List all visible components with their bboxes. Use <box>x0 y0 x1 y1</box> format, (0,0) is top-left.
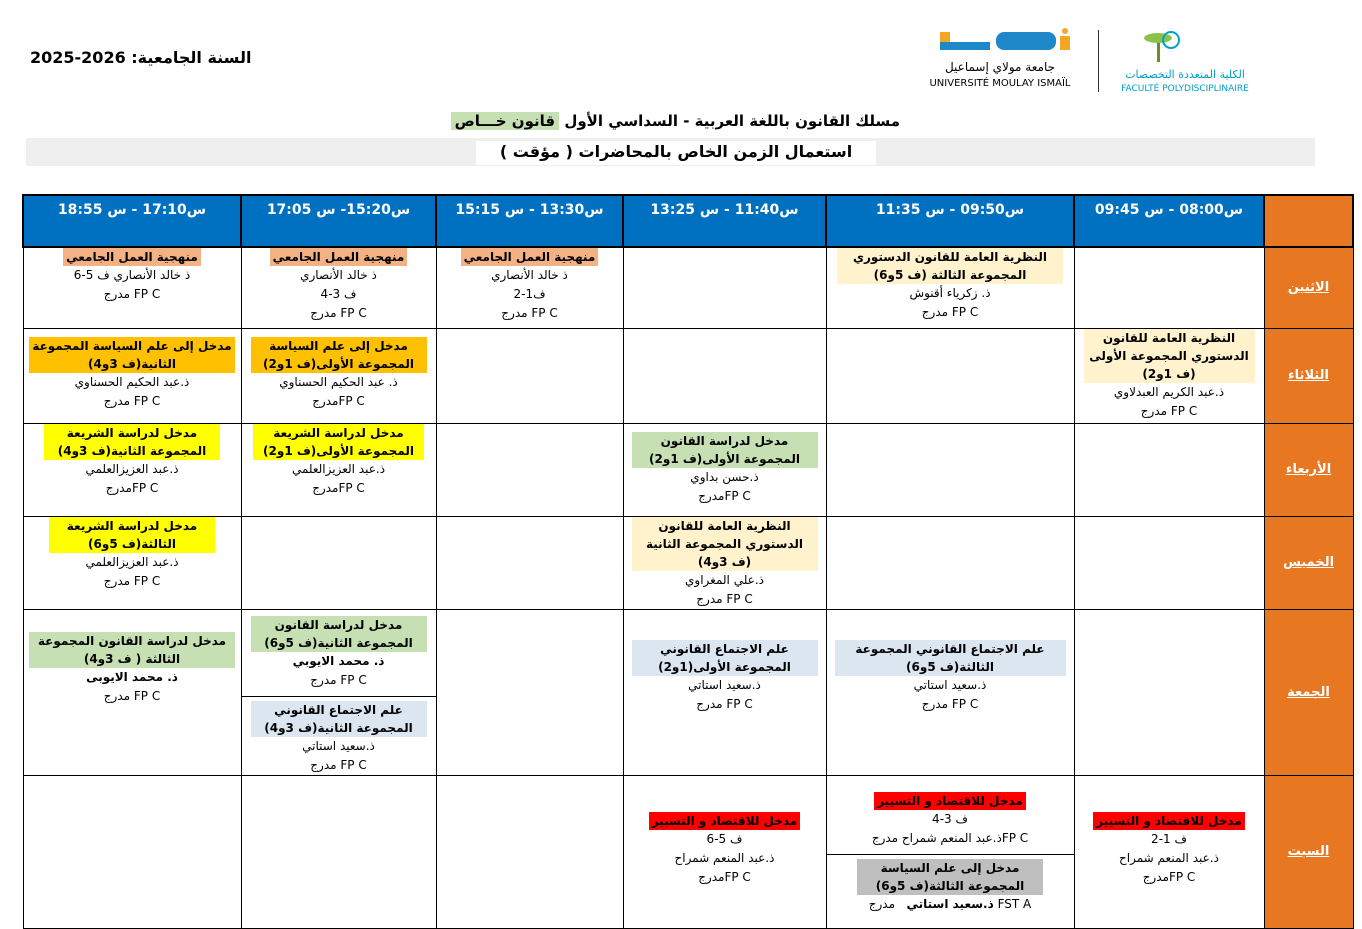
session-wed-6: مدخل لدراسة الشريعة المجموعة الثانية(ف 3و4) ذ.عبد العزيزالعلمي مدرجFP C <box>23 423 241 516</box>
session-mon-5: منهجية العمل الجامعي ذ خالد الأنصاري ف 3-4 مدرج FP C <box>241 247 436 328</box>
session-sat-2: مدخل للاقتصاد و التسيير ف 3-4 ذ.عبد المنعم شمراح مدرجFP C مدخل إلى علم السياسة المجموعة الثالثة(ف 5و6) ذ.سعيد استاتي مدرج FST A <box>826 775 1074 928</box>
session-wed-5: مدخل لدراسة الشريعة المجموعة الأولى(ف 1و2) ذ.عبد العزيزالعلمي مدرجFP C <box>241 423 436 516</box>
session-fri-2: علم الاجتماع القانوني المجموعة الثالثة(ف 5و6) ذ.سعيد استاتي مدرج FP C <box>826 609 1074 775</box>
fp-logo-ar: الكلية المتعددة التخصصات <box>1125 68 1245 81</box>
empty-cell <box>1074 247 1264 328</box>
empty-cell <box>623 328 826 423</box>
session-mon-6: منهجية العمل الجامعي ذ خالد الأنصاري ف 5-6 مدرج FP C <box>23 247 241 328</box>
time-header-6: س17:10 - س 18:55 <box>23 195 241 247</box>
umi-logo-ar: جامعة مولاي إسماعيل <box>944 60 1056 74</box>
empty-cell <box>241 775 436 928</box>
umi-logo-fr: UNIVERSITÉ MOULAY ISMAÏL <box>929 78 1071 89</box>
empty-cell <box>623 247 826 328</box>
program-title <box>440 112 900 136</box>
timetable <box>22 194 1354 929</box>
session-thu-6: مدخل لدراسة الشريعة الثالثة(ف 5و6) ذ.عبد العزيزالعلمي مدرج FP C <box>23 516 241 609</box>
session-fri-6: مدخل لدراسة القانون المجموعة الثالثة ( ف 3و4) ذ. محمد الايوبى مدرج FP C <box>23 609 241 775</box>
session-tue-6: مدخل إلى علم السياسة المجموعة الثانية(ف 3و4) ذ.عبد الحكيم الحسناوي مدرج FP C <box>23 328 241 423</box>
time-header-1: س08:00 - س 09:45 <box>1074 195 1264 247</box>
academic-year: السنة الجامعية: 2026-2025 <box>30 48 252 67</box>
session-thu-3: النظرية العامة للقانون الدستوري المجموعة الثانية (ف 3و4) ذ.علي المغراوي مدرج FP C <box>623 516 826 609</box>
empty-cell <box>23 775 241 928</box>
corner-cell <box>1264 195 1353 247</box>
empty-cell <box>826 328 1074 423</box>
umi-logo-mark <box>940 28 1080 58</box>
empty-cell <box>436 609 623 775</box>
subtitle: استعمال الزمن الخاص بالمحاضرات ( مؤقت ) <box>476 141 876 165</box>
day-thursday: الخميس <box>1264 516 1353 609</box>
session-sat-1: مدخل للاقتصاد و التسيير ف 1-2 ذ.عبد المنعم شمراح مدرجFP C <box>1074 775 1264 928</box>
empty-cell <box>1074 609 1264 775</box>
palm-icon <box>1135 28 1185 64</box>
session-wed-3: مدخل لدراسة القانون المجموعة الأولى(ف 1و2) ذ.حسن بداوي مدرجFP C <box>623 423 826 516</box>
program-highlight: قانون خـــاص <box>451 112 560 130</box>
session-sat-3: مدخل للاقتصاد و التسيير ف 5-6 ذ.عبد المنعم شمراح مدرجFP C <box>623 775 826 928</box>
empty-cell <box>1074 423 1264 516</box>
empty-cell <box>826 516 1074 609</box>
session-mon-4: منهجية العمل الجامعي ذ خالد الأنصاري ف1-2 مدرج FP C <box>436 247 623 328</box>
day-tuesday: الثلاثاء <box>1264 328 1353 423</box>
day-friday: الجمعة <box>1264 609 1353 775</box>
session-tue-5: مدخل إلى علم السياسة المجموعة الأولى(ف 1و2) ذ. عبد الحكيم الحسناوي مدرجFP C <box>241 328 436 423</box>
day-wednesday: الأربعاء <box>1264 423 1353 516</box>
session-tue-1: النظرية العامة للقانون الدستوري المجموعة الأولى (ف 1و2) ذ.عبد الكريم العبدلاوي مدرج FP C <box>1074 328 1264 423</box>
program-name: مسلك القانون باللغة العربية - السداسي الأول <box>564 112 900 130</box>
day-monday: الاثنين <box>1264 247 1353 328</box>
fp-logo <box>1110 28 1260 98</box>
session-fri-5: مدخل لدراسة القانون المجموعة الثانية(ف 5و6) ذ. محمد الايوبي مدرج FP C علم الاجتماع القانوني المجموعة الثانية(ف 3و4) ذ.سعيد استاتي مدرج FP C <box>241 609 436 775</box>
time-header-2: س09:50 - س 11:35 <box>826 195 1074 247</box>
umi-logo <box>920 28 1090 98</box>
time-header-4: س13:30 - س 15:15 <box>436 195 623 247</box>
fp-logo-fr: FACULTÉ POLYDISCIPLINAIRE <box>1121 84 1249 94</box>
empty-cell <box>1074 516 1264 609</box>
time-header-5: س15:20- س 17:05 <box>241 195 436 247</box>
empty-cell <box>436 423 623 516</box>
session-mon-2: النظرية العامة للقانون الدستوري المجموعة الثالثة (ف 5و6) ذ. زكرياء أقنوش مدرج FP C <box>826 247 1074 328</box>
empty-cell <box>241 516 436 609</box>
day-saturday: السبت <box>1264 775 1353 928</box>
subtitle-bar <box>26 138 1315 166</box>
empty-cell <box>436 516 623 609</box>
session-fri-3: علم الاجتماع القانوني المجموعة الأولى(1و2) ذ.سعيد استاتي مدرج FP C <box>623 609 826 775</box>
empty-cell <box>826 423 1074 516</box>
time-header-3: س11:40 - س 13:25 <box>623 195 826 247</box>
empty-cell <box>436 328 623 423</box>
empty-cell <box>436 775 623 928</box>
